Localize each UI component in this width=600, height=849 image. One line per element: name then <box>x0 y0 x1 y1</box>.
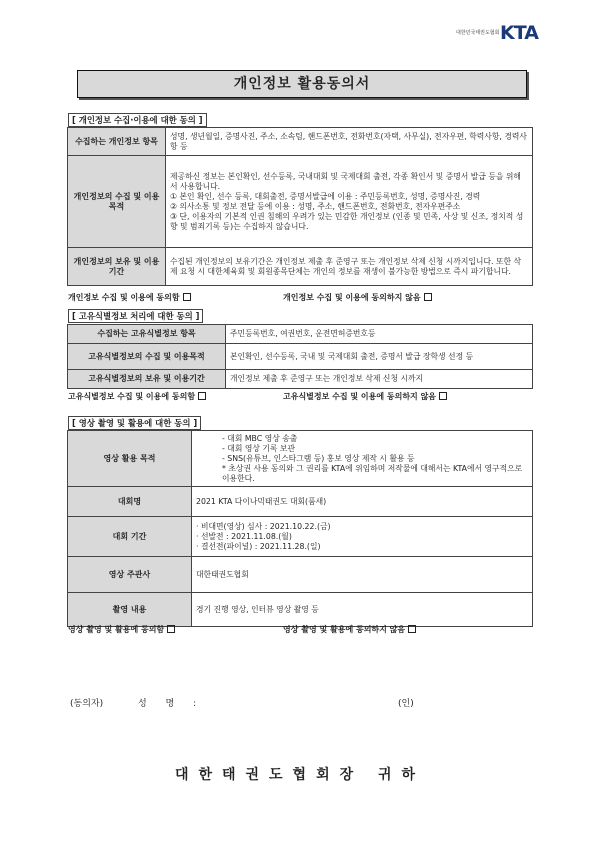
row-label: 고유식별정보의 수집 및 이용목적 <box>68 344 226 370</box>
section1-table <box>67 127 533 286</box>
row-label: 개인정보의 수집 및 이용목적 <box>68 156 166 248</box>
logo-mark: KTA <box>500 22 538 44</box>
agree-checkbox[interactable] <box>167 625 175 633</box>
row-label: 대회 기간 <box>68 517 192 557</box>
row-content: 수집된 개인정보의 보유기간은 개인정보 제출 후 준영구 또는 개인정보 삭제 신청 시까지입니다. 또한 삭제 요청 시 대한체육회 및 회원종목단체는 개인의 정보를 재생이 불가능한 방법으로 즉시 파기합니다. <box>166 248 533 286</box>
kta-logo <box>456 22 576 46</box>
row-label: 수집하는 고유식별정보 항목 <box>68 325 226 344</box>
row-content: · 비대면(영상) 심사 : 2021.10.22.(금) · 선발전 : 2021.11.08.(월) · 결선전(파이널) : 2021.11.28.(일) <box>192 517 533 557</box>
row-content: 개인정보 제출 후 준영구 또는 개인정보 삭제 신청 시까지 <box>226 370 533 389</box>
section2-header: [ 고유식별정보 처리에 대한 동의 ] <box>68 309 203 323</box>
row-label: 촬영 내용 <box>68 593 192 627</box>
consenter-label: (동의자) <box>70 699 104 709</box>
table-row <box>68 370 533 389</box>
row-content: 2021 KTA 다이나믹태권도 대회(품새) <box>192 487 533 517</box>
recipient-footer: 대한태권도협회장 귀하 <box>174 767 426 783</box>
seal-label: (인) <box>398 699 414 709</box>
section1-header: [ 개인정보 수집·이용에 대한 동의 ] <box>68 113 207 127</box>
agree-checkbox[interactable] <box>183 293 191 301</box>
row-content: 본인확인, 선수등록, 국내 및 국제대회 출전, 증명서 발급 장학생 선정 등 <box>226 344 533 370</box>
table-row <box>68 128 533 156</box>
table-row <box>68 557 533 593</box>
row-label: 영상 활용 목적 <box>68 431 192 487</box>
section2-table <box>67 324 533 389</box>
section3-header: [ 영상 촬영 및 활용에 대한 동의 ] <box>68 416 201 430</box>
row-content: 제공하신 정보는 본인확인, 선수등록, 국내대회 및 국제대회 출전, 각종 확인서 및 증명서 발급 등을 위해서 사용합니다. ① 본인 확인, 선수 등록, 대회출전, 증명서발급에 이용 : 주민등록번호, 성명, 증명사진, 경력 ② 의사소통 및 정보 전달 등에 이용 : 성명, 주소, 핸드폰번호, 전화번호, 전자우편주소 ③ 단, 이용자의 기본적 인권 침해의 우려가 있는 민감한 개인정보 (인종 및 민족, 사상 및 신조, 정치적 성향 및 범죄기록 등)는 수집하지 않습니다. <box>166 156 533 248</box>
row-label: 개인정보의 보유 및 이용기간 <box>68 248 166 286</box>
table-row <box>68 248 533 286</box>
section3-table <box>67 430 533 627</box>
section1-disagree[interactable]: 개인정보 수집 및 이용에 동의하지 않음 <box>283 292 432 303</box>
name-label: 성 명 : <box>138 699 205 709</box>
section3-disagree[interactable]: 영상 촬영 및 활용에 동의하지 않음 <box>283 624 416 635</box>
table-row <box>68 431 533 487</box>
section2-agree[interactable]: 고유식별정보 수집 및 이용에 동의함 <box>68 391 206 402</box>
section3-agree[interactable]: 영상 촬영 및 활용에 동의함 <box>68 624 175 635</box>
row-content: - 대회 MBC 영상 송출 - 대회 영상 기록 보관 - SNS(유튜브, 인스타그램 등) 홍보 영상 제작 시 활용 등 * 초상권 사용 동의와 그 권리를 KTA에 위임하며 저작물에 대해서는 KTA에서 영구적으로 이용한다. <box>192 431 533 487</box>
document-title: 개인정보 활용동의서 <box>77 70 527 98</box>
row-content: 성명, 생년월일, 증명사진, 주소, 소속팀, 핸드폰번호, 전화번호(자택, 사무실), 전자우편, 학력사항, 경력사항 등 <box>166 128 533 156</box>
section2-disagree[interactable]: 고유식별정보 수집 및 이용에 동의하지 않음 <box>283 391 447 402</box>
table-row <box>68 156 533 248</box>
table-row <box>68 487 533 517</box>
table-row <box>68 517 533 557</box>
row-label: 고유식별정보의 보유 및 이용기간 <box>68 370 226 389</box>
row-content: 주민등록번호, 여권번호, 운전면허증번호등 <box>226 325 533 344</box>
agree-checkbox[interactable] <box>198 392 206 400</box>
disagree-checkbox[interactable] <box>408 625 416 633</box>
logo-org-text: 대한민국태권도협회 <box>456 30 500 36</box>
table-row <box>68 325 533 344</box>
row-content: 대한태권도협회 <box>192 557 533 593</box>
row-label: 영상 주관사 <box>68 557 192 593</box>
row-label: 대회명 <box>68 487 192 517</box>
row-label: 수집하는 개인정보 항목 <box>68 128 166 156</box>
table-row <box>68 593 533 627</box>
row-content: 경기 진행 영상, 인터뷰 영상 촬영 등 <box>192 593 533 627</box>
disagree-checkbox[interactable] <box>424 293 432 301</box>
table-row <box>68 344 533 370</box>
section1-agree[interactable]: 개인정보 수집 및 이용에 동의함 <box>68 292 191 303</box>
disagree-checkbox[interactable] <box>439 392 447 400</box>
